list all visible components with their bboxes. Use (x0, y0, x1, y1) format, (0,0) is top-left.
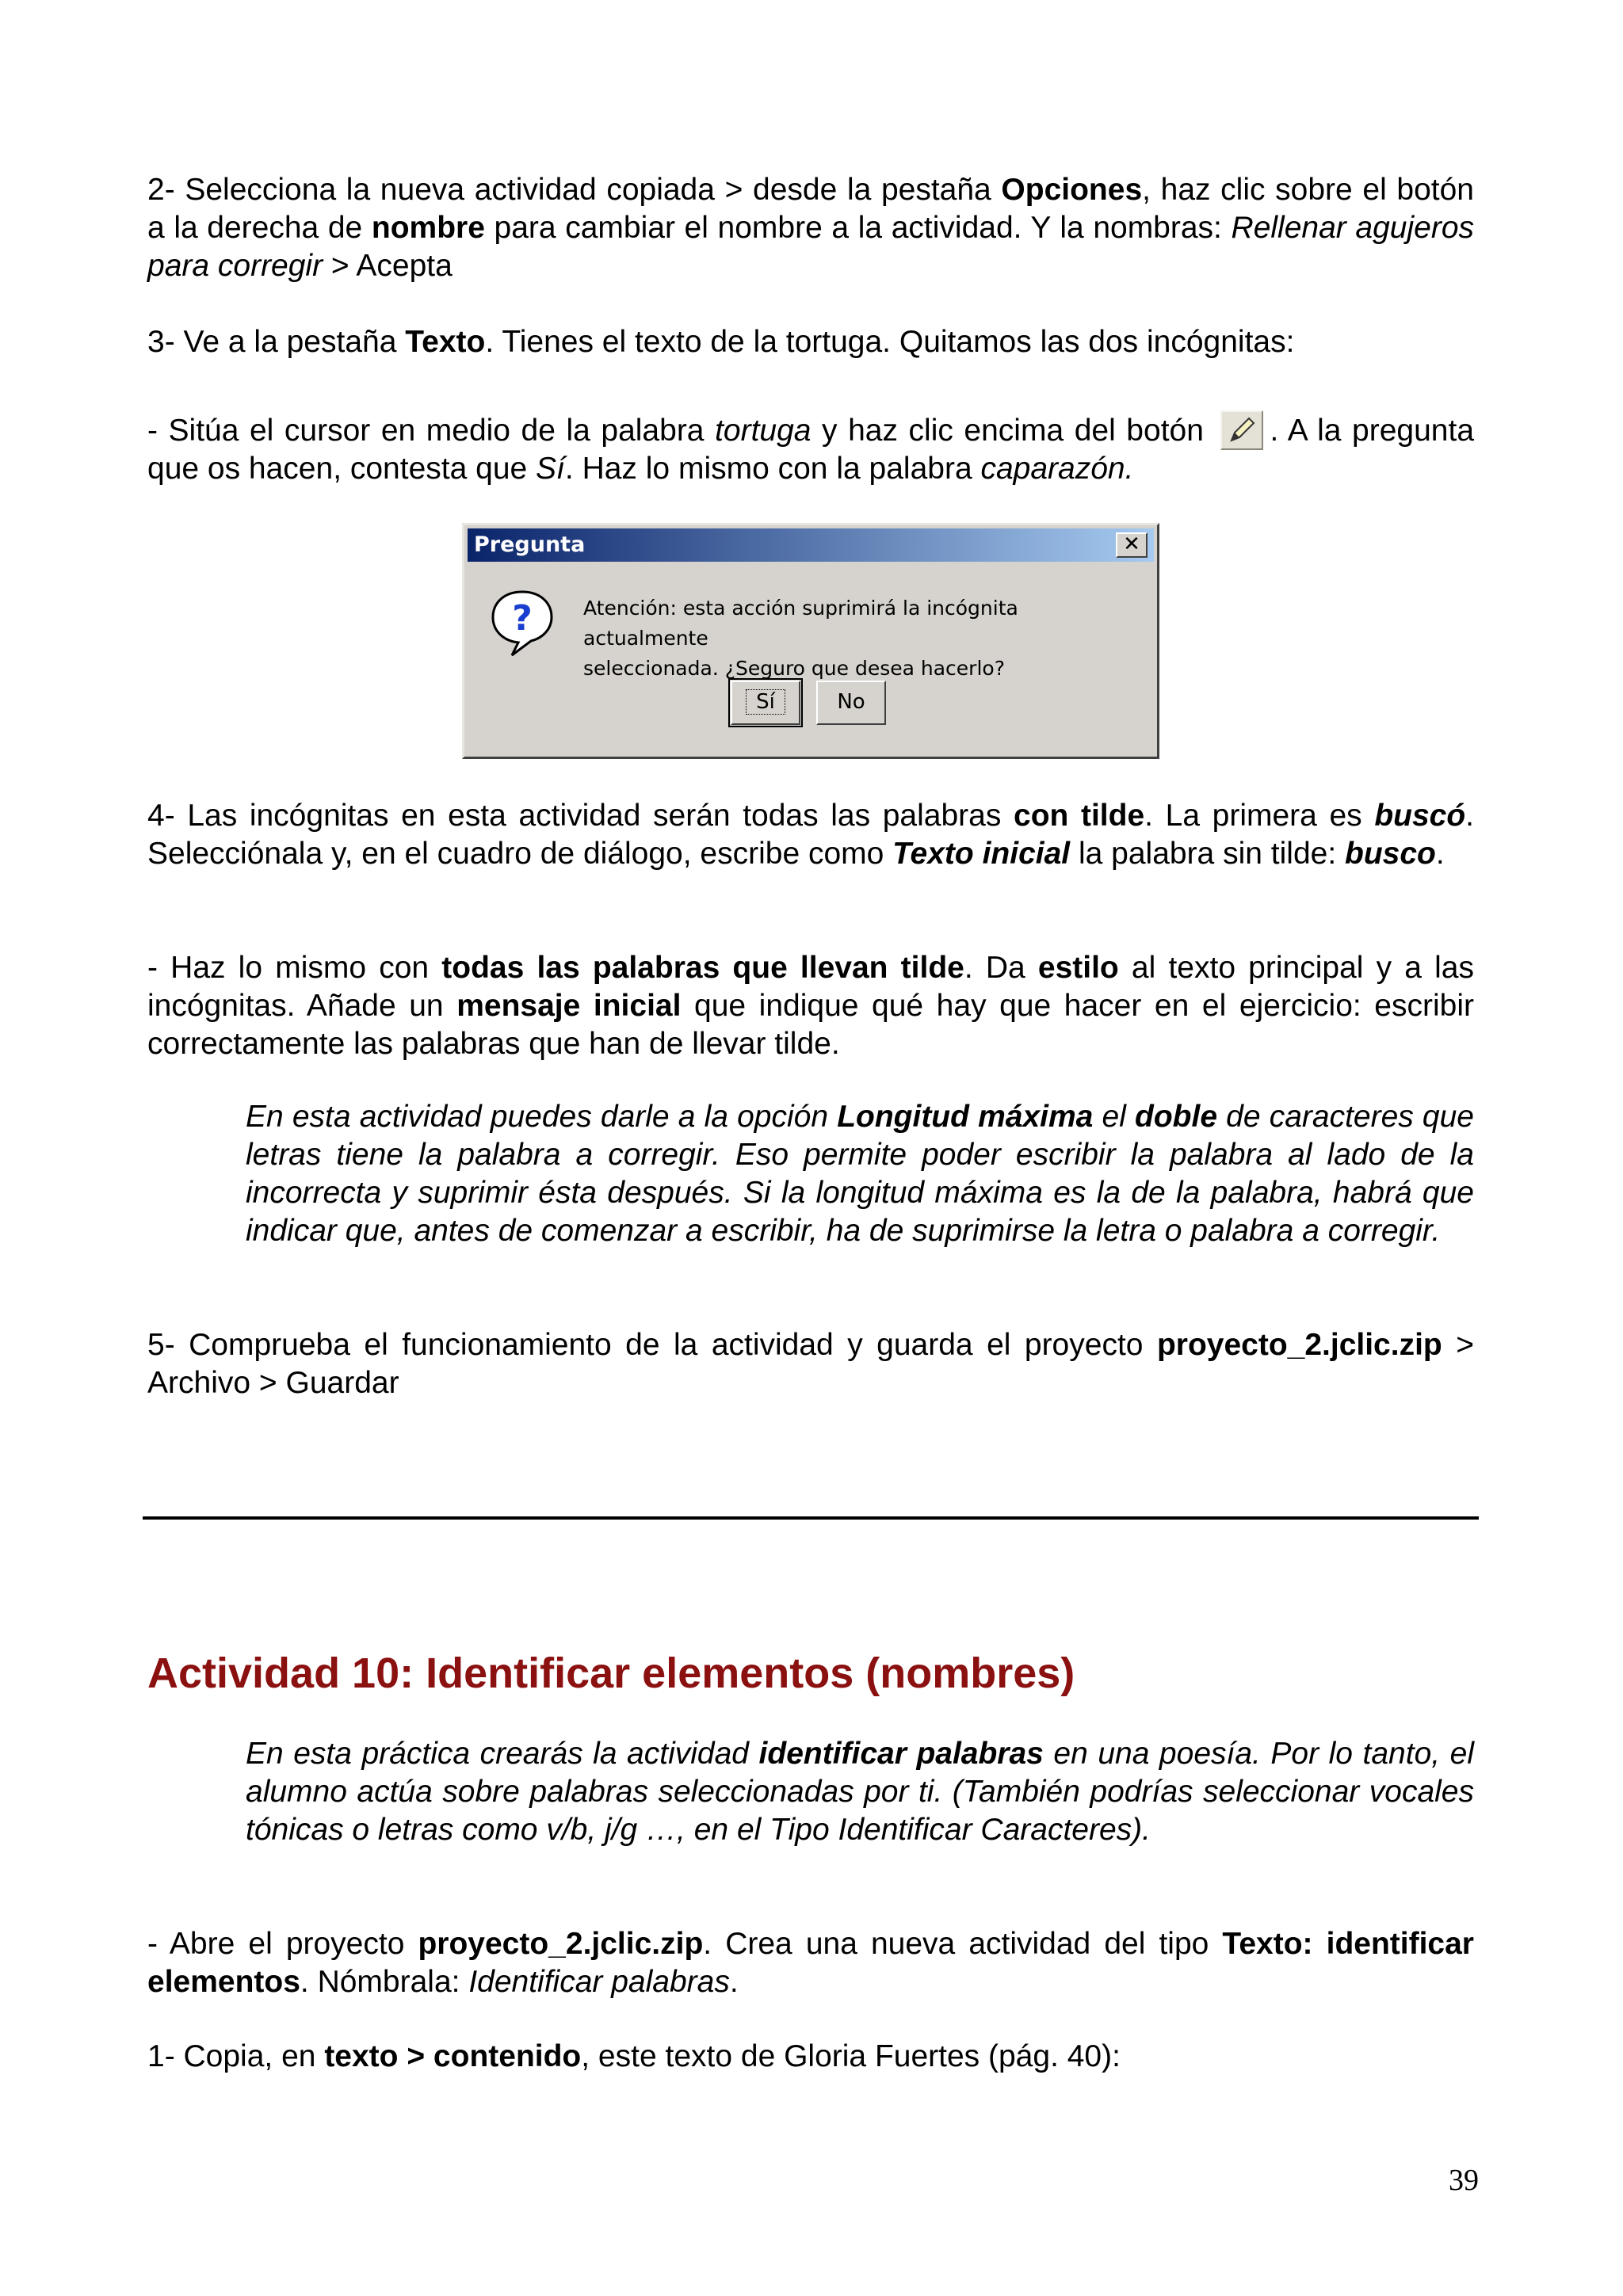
yes-button[interactable] (731, 681, 800, 725)
edit-button (1220, 410, 1263, 450)
bold-italic-text: buscó (1374, 799, 1466, 833)
italic-text: caparazón. (980, 452, 1134, 486)
dialog-message (583, 593, 1138, 684)
paragraph-step-1-copy (147, 2038, 1474, 2076)
text: 4- Las incógnitas en esta actividad serán todas las palabras (147, 799, 1014, 833)
dialog-message-line: seleccionada. ¿Seguro que desea hacerlo? (583, 657, 1005, 680)
text: . Selecciónala y, en el cuadro de diálogo, escribe como (147, 799, 1475, 871)
text: . (1435, 837, 1445, 871)
paragraph-step-3 (147, 323, 1474, 361)
dialog-title: Pregunta (474, 532, 586, 557)
bold-text: Opciones (1001, 173, 1143, 207)
text: - Abre el proyecto (147, 1927, 418, 1961)
text: En esta práctica crearás la actividad (246, 1737, 759, 1771)
paragraph-step-4 (147, 797, 1474, 873)
text: - Sitúa el cursor en medio de la palabra (147, 414, 716, 448)
intro-note (246, 1735, 1474, 1849)
italic-text: Sí (536, 452, 565, 486)
text: 3- Ve a la pestaña (147, 325, 406, 359)
text: la palabra sin tilde: (1070, 837, 1345, 871)
paragraph-step-5 (147, 1326, 1474, 1402)
svg-text:?: ? (512, 598, 533, 639)
page-number: 39 (1449, 2164, 1479, 2197)
bold-text: texto > contenido (324, 2039, 582, 2073)
section-divider (143, 1516, 1479, 1520)
text: 5- Comprueba el funcionamiento de la actividad y guarda el proyecto (147, 1328, 1157, 1362)
bold-text: Longitud máxima (837, 1100, 1094, 1134)
bold-italic-text: busco (1345, 837, 1436, 871)
text: , este texto de Gloria Fuertes (pág. 40): (581, 2039, 1121, 2073)
italic-text: tortuga (715, 414, 812, 448)
text: . Haz lo mismo con la palabra (564, 452, 981, 486)
text: . Da (964, 951, 1038, 985)
text: 2- Selecciona la nueva actividad copiada > desde la pestaña (147, 173, 1002, 207)
text: al texto principal y a las incógnitas. Añade un (147, 951, 1474, 1023)
text: en una poesía. Por lo tanto, el alumno actúa sobre palabras seleccionadas por ti. (También podrías seleccionar vocales tónicas o letras como v/b, j/g …, en el Tipo Identificar Caracteres). (246, 1737, 1474, 1847)
yes-button-label: Sí (746, 689, 785, 715)
paragraph-cursor-instruction (147, 410, 1474, 488)
text: . Crea una nueva actividad del tipo (703, 1927, 1223, 1961)
text: . Tienes el texto de la tortuga. Quitamos las dos incógnitas: (485, 325, 1295, 359)
bold-text: nombre (371, 211, 485, 245)
bold-text: mensaje inicial (456, 989, 682, 1023)
text: . Nómbrala: (300, 1965, 469, 1999)
text: . (729, 1965, 739, 1999)
close-button[interactable]: ✕ (1116, 532, 1148, 558)
text: - Haz lo mismo con (147, 951, 442, 985)
text: 1- Copia, en (147, 2039, 325, 2073)
question-dialog (462, 523, 1159, 759)
paragraph-open-project (147, 1925, 1474, 2001)
bold-italic-text: Texto inicial (892, 837, 1071, 871)
no-button[interactable]: No (816, 681, 886, 725)
text: . A la pregunta que os hacen, contesta que (147, 414, 1475, 486)
italic-text: Rellenar agujeros para corregir (147, 211, 1475, 283)
italic-text: Identificar palabras (468, 1965, 730, 1999)
bold-text: proyecto_2.jclic.zip (1156, 1328, 1442, 1362)
bold-text: con tilde (1014, 799, 1145, 833)
text: y haz clic encima del botón (811, 414, 1215, 448)
bold-text: Texto: identificar elementos (147, 1927, 1474, 1999)
bold-text: todas las palabras que llevan tilde (441, 951, 964, 985)
text: para cambiar el nombre a la actividad. Y la nombras: (484, 211, 1232, 245)
bold-text: Texto (405, 325, 486, 359)
bold-text: identificar palabras (758, 1737, 1044, 1771)
dialog-message-line: Atención: esta acción suprimirá la incógnita actualmente (583, 597, 1018, 650)
section-heading: Actividad 10: Identificar elementos (nombres) (147, 1650, 1075, 1697)
text: de caracteres que letras tiene la palabra a corregir. Eso permite poder escribir la palabra al lado de la incorrecta y suprimir ésta después. Si la longitud máxima es la de la palabra, habrá que indicar que, antes de comenzar a escribir, ha de suprimirse la letra o palabra a corregir. (246, 1100, 1474, 1248)
bold-text: estilo (1037, 951, 1119, 985)
text: el (1093, 1100, 1136, 1134)
dialog-title-bar (468, 528, 1154, 562)
note-max-length (246, 1098, 1474, 1250)
text: que indique qué hay que hacer en el ejercicio: escribir correctamente las palabras que han de llevar tilde. (147, 989, 1474, 1061)
paragraph-step-2 (147, 171, 1474, 285)
text: , haz clic sobre el botón a la derecha de (147, 173, 1474, 245)
question-icon (488, 587, 556, 658)
text: . La primera es (1144, 799, 1375, 833)
bold-text: doble (1135, 1100, 1218, 1134)
text: > Archivo > Guardar (147, 1328, 1474, 1400)
pencil-icon (1222, 412, 1262, 448)
paragraph-same-for-all (147, 949, 1474, 1063)
text: > Acepta (323, 249, 453, 283)
bold-text: proyecto_2.jclic.zip (418, 1927, 704, 1961)
text: En esta actividad puedes darle a la opción (246, 1100, 838, 1134)
